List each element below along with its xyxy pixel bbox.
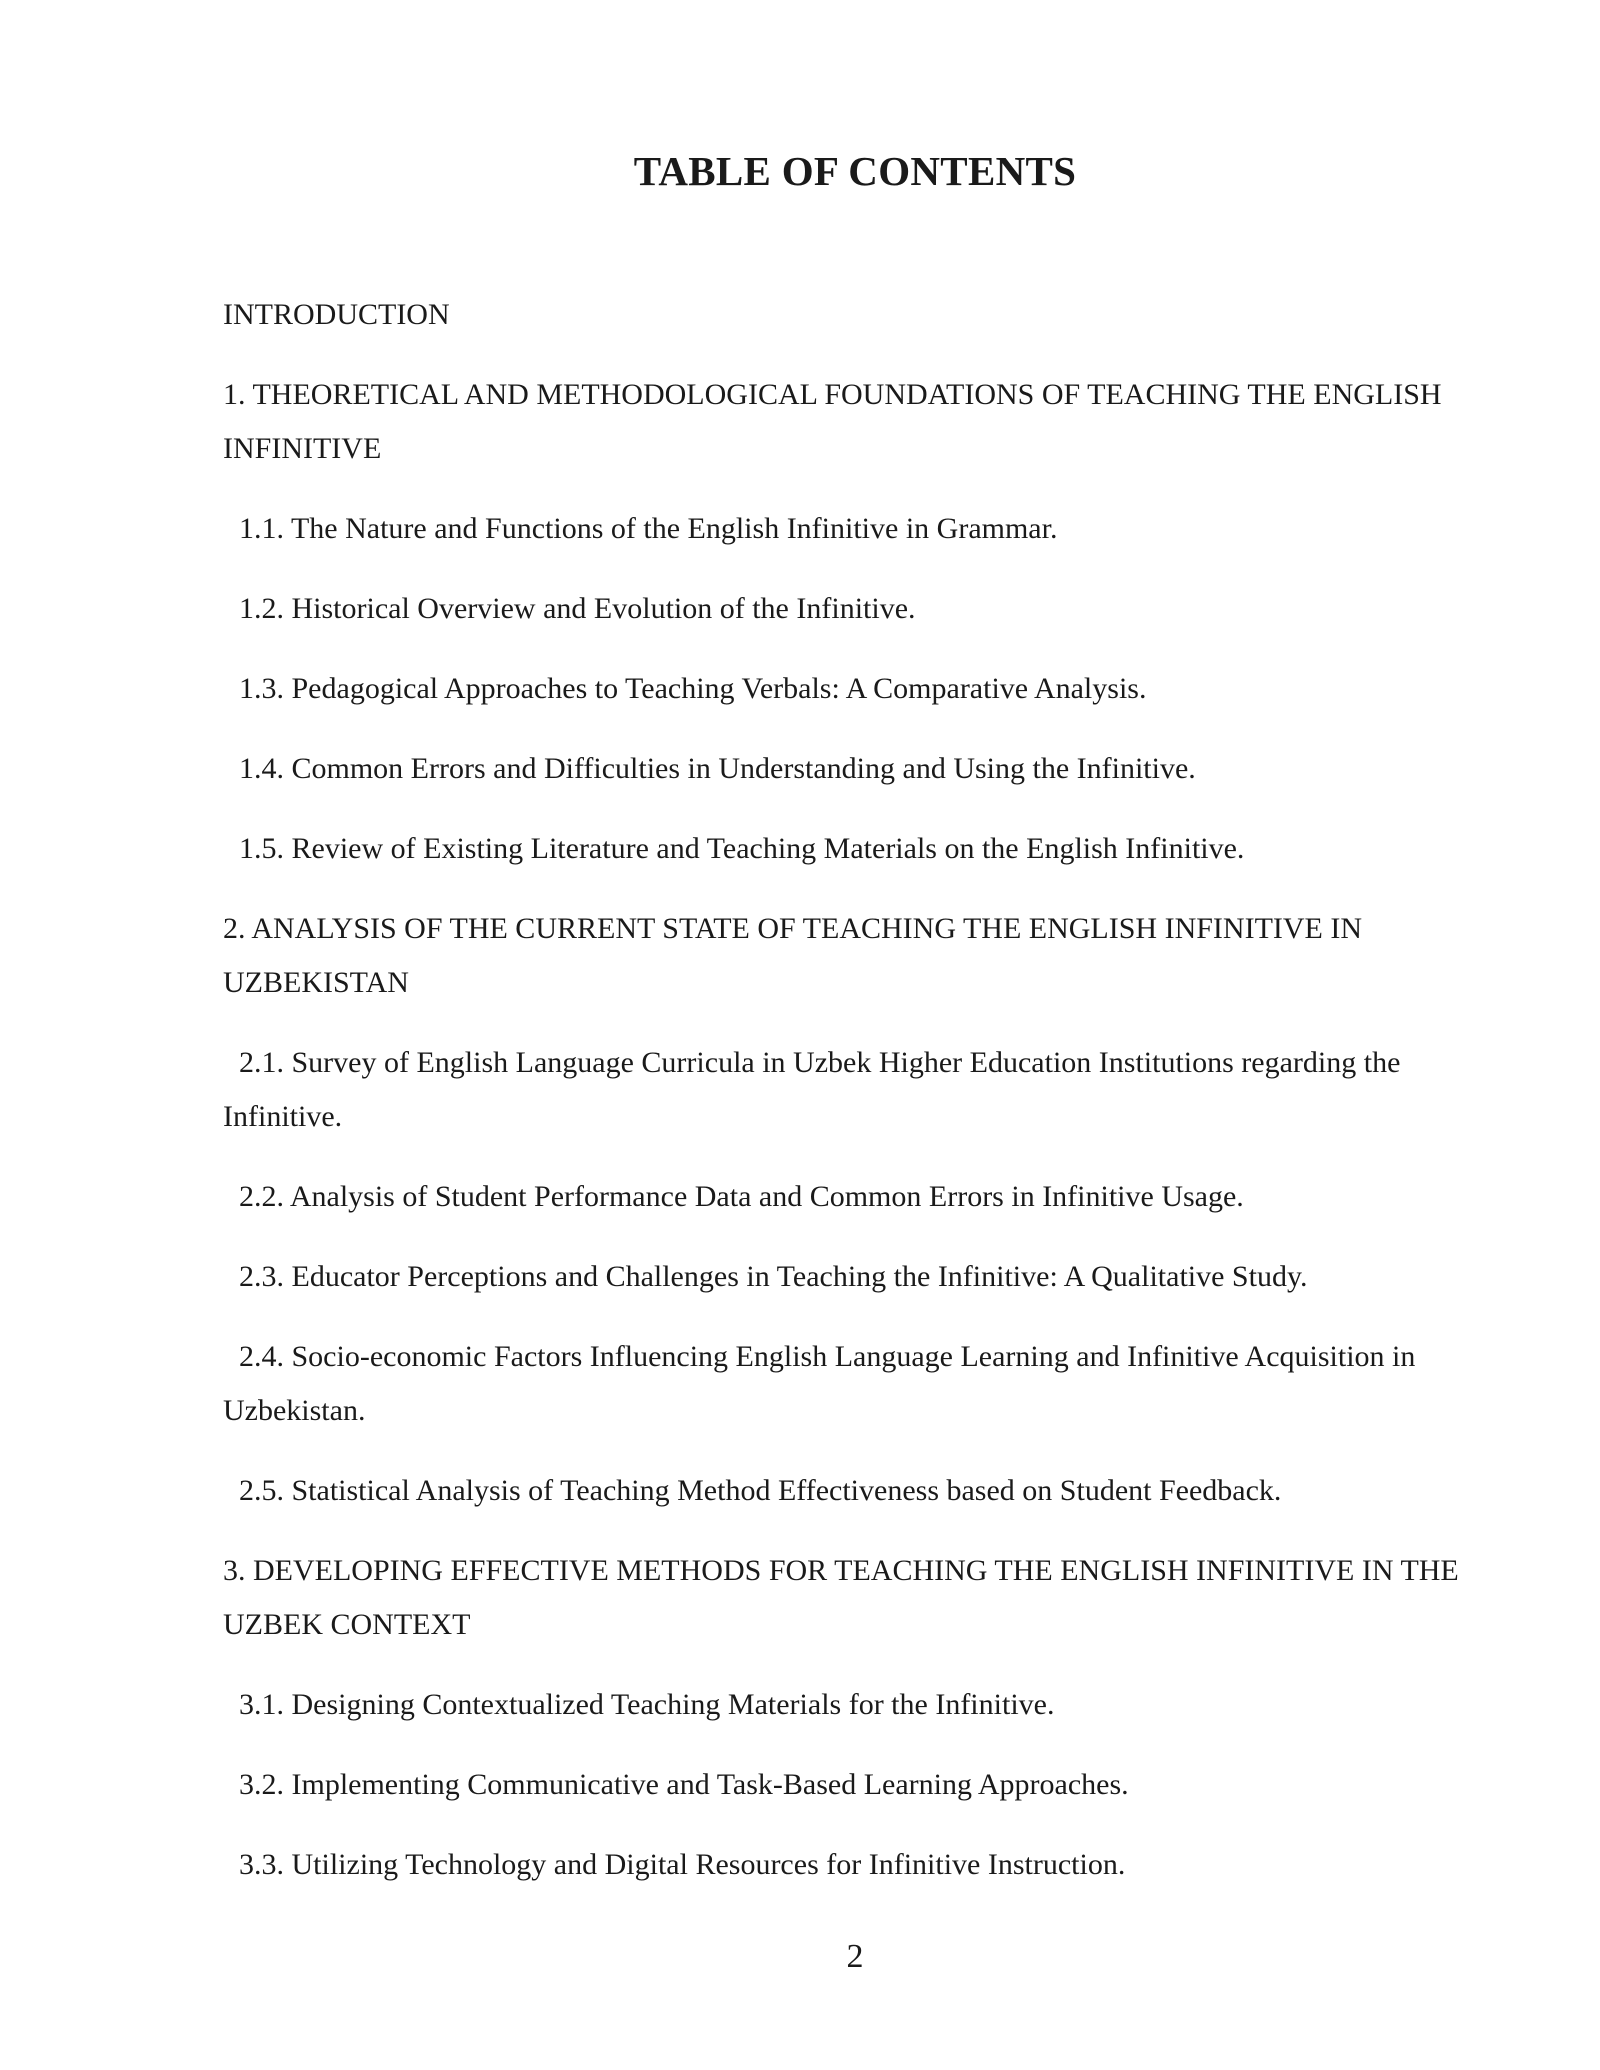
toc-entry-introduction: INTRODUCTION bbox=[223, 298, 450, 331]
toc-section-1-2: 1.2. Historical Overview and Evolution of the Infinitive. bbox=[239, 592, 916, 625]
toc-section-2-5: 2.5. Statistical Analysis of Teaching Method Effectiveness based on Student Feedback. bbox=[239, 1474, 1282, 1507]
toc-section-1-5: 1.5. Review of Existing Literature and Teaching Materials on the English Infinitive. bbox=[239, 832, 1245, 865]
toc-section-2-2: 2.2. Analysis of Student Performance Data and Common Errors in Infinitive Usage. bbox=[239, 1180, 1244, 1213]
toc-section-2-4: 2.4. Socio-economic Factors Influencing English Language Learning and Infinitive Acquisition in Uzbekistan. bbox=[223, 1340, 1416, 1427]
table-of-contents bbox=[223, 288, 1473, 1918]
toc-section-3-3: 3.3. Utilizing Technology and Digital Resources for Infinitive Instruction. bbox=[239, 1848, 1126, 1881]
toc-chapter-3: 3. DEVELOPING EFFECTIVE METHODS FOR TEACHING THE ENGLISH INFINITIVE IN THE UZBEK CONTEXT bbox=[223, 1554, 1459, 1641]
toc-section-3-2: 3.2. Implementing Communicative and Task-Based Learning Approaches. bbox=[239, 1768, 1129, 1801]
toc-section-3-1: 3.1. Designing Contextualized Teaching Materials for the Infinitive. bbox=[239, 1688, 1055, 1721]
toc-chapter-2: 2. ANALYSIS OF THE CURRENT STATE OF TEACHING THE ENGLISH INFINITIVE IN UZBEKISTAN bbox=[223, 912, 1363, 999]
toc-section-2-1: 2.1. Survey of English Language Curricula in Uzbek Higher Education Institutions regarding the Infinitive. bbox=[223, 1046, 1401, 1133]
toc-section-1-1: 1.1. The Nature and Functions of the English Infinitive in Grammar. bbox=[239, 512, 1058, 545]
toc-section-2-3: 2.3. Educator Perceptions and Challenges in Teaching the Infinitive: A Qualitative Study. bbox=[239, 1260, 1308, 1293]
toc-section-1-3: 1.3. Pedagogical Approaches to Teaching Verbals: A Comparative Analysis. bbox=[239, 672, 1147, 705]
page-title: TABLE OF CONTENTS bbox=[633, 148, 1077, 194]
page-number: 2 bbox=[846, 1938, 864, 1975]
toc-chapter-1: 1. THEORETICAL AND METHODOLOGICAL FOUNDATIONS OF TEACHING THE ENGLISH INFINITIVE bbox=[223, 378, 1442, 465]
toc-section-1-4: 1.4. Common Errors and Difficulties in Understanding and Using the Infinitive. bbox=[239, 752, 1196, 785]
